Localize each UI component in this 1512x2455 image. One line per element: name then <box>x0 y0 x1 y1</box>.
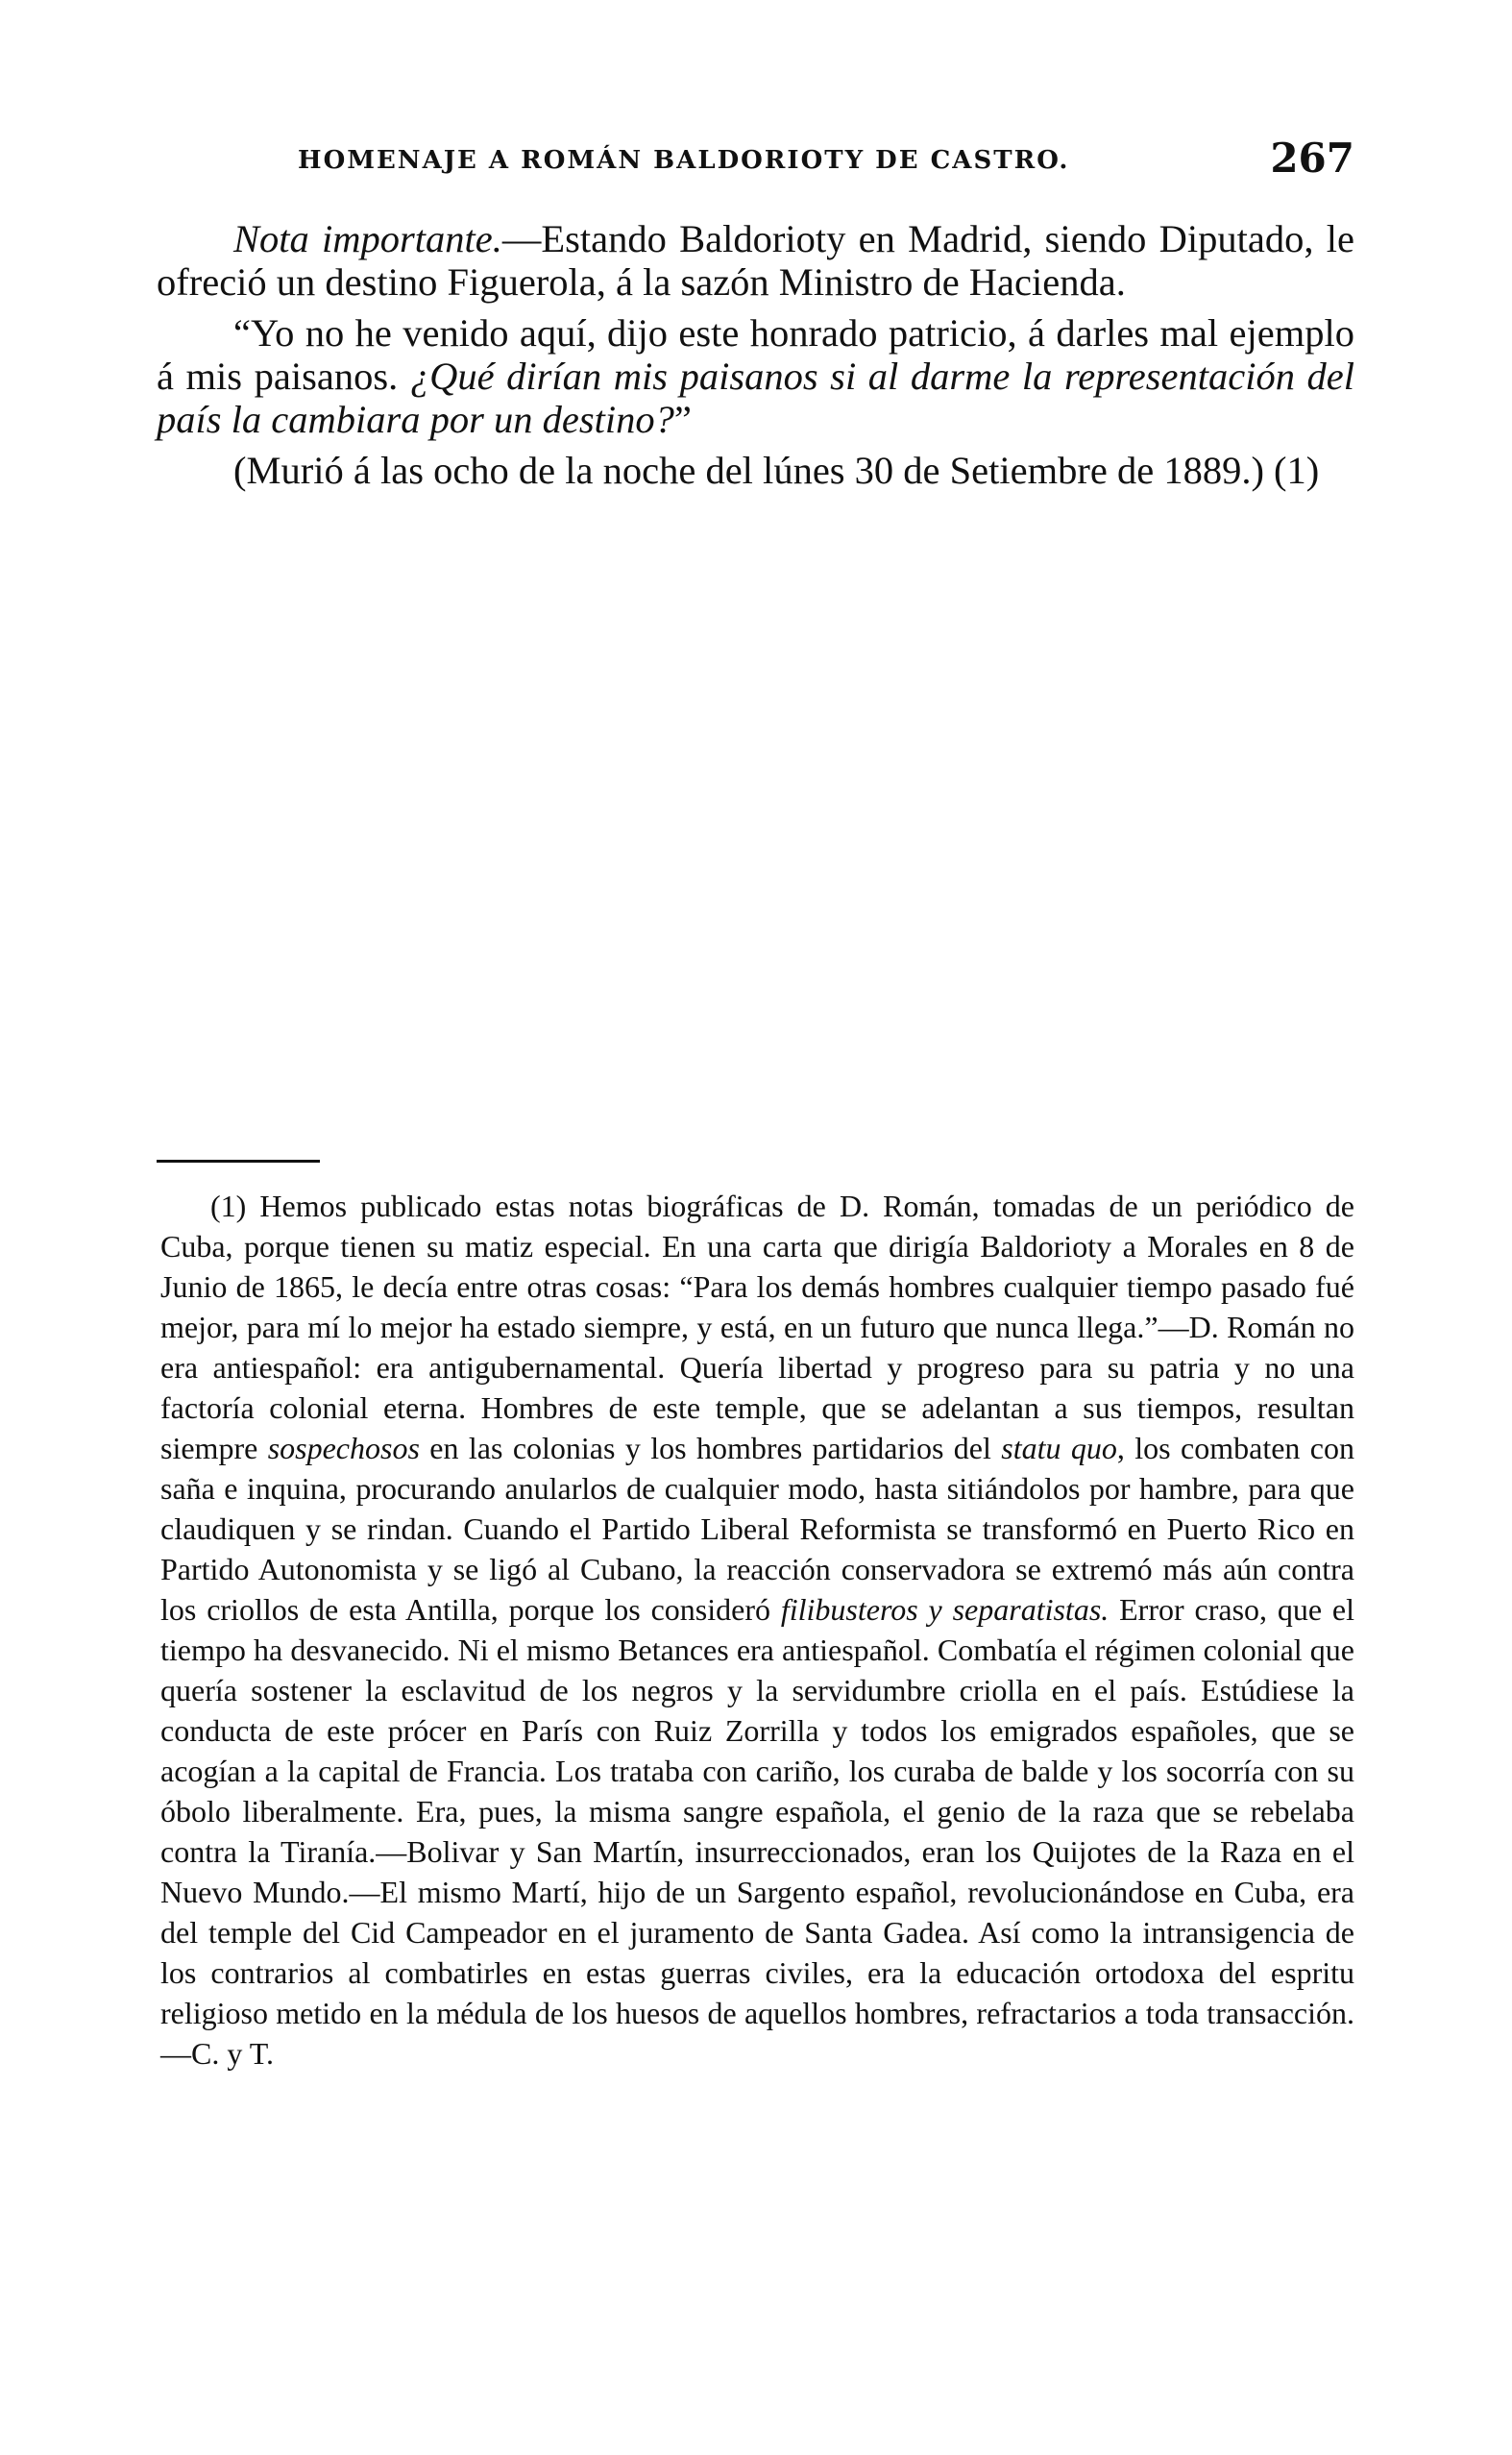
footnote <box>160 1186 1354 2074</box>
paragraph-quote <box>157 311 1354 441</box>
running-title: HOMENAJE A ROMÁN BALDORIOTY DE CASTRO. <box>298 146 1070 175</box>
quote-close: ” <box>673 398 692 441</box>
footnote-paragraph <box>160 1186 1354 2074</box>
footnote-text-3: , los combaten con saña e inquina, procurando anularlos de cualquier modo, hasta sitiándolos por hambre, para que claudiquen y se rindan. Cuando el Partido Liberal Reformista se transformó en Puerto Rico en Partido Autonomista y se ligó al Cubano, la reacción conservadora se extremó más aún contra los criollos de esta Antilla, porque los consideró <box>160 1431 1355 1627</box>
quote-text: “Yo no he venido aquí, dijo este honrado patricio, á darles mal ejemplo á mis paisanos. <box>157 311 1354 398</box>
main-text <box>157 217 1354 498</box>
running-head <box>154 135 1354 192</box>
footnote-italic-2: statu quo <box>1001 1431 1117 1465</box>
death-text: (Murió á las ocho de la noche del lúnes 30 de Setiembre de 1889.) (1) <box>233 449 1320 492</box>
paragraph-death <box>157 449 1354 492</box>
footnote-text-4: Error craso, que el tiempo ha desvanecido. Ni el mismo Betances era antiespañol. Combatía el régimen colonial que quería sostener la esclavitud de los negros y la servidumbre criolla en el país. Estúdiese la conducta de este prócer en París con Ruiz Zorrilla y todos los emigrados españoles, que se acogían a la capital de Francia. Los trataba con cariño, los curaba de balde y los socorría con su óbolo liberalmente. Era, pues, la misma sangre española, el genio de la raza que se rebelaba contra la Tiranía.—Bolivar y San Martín, insurreccionados, eran los Quijotes de la Raza en el Nuevo Mundo.—El mismo Martí, hijo de un Sargento español, revolucionándose en Cuba, era del temple del Cid Campeador en el juramento de Santa Gadea. Así como la intransigencia de los contrarios al combatirles en estas guerras civiles, era la educación ortodoxa del espritu religioso metido en la médula de los huesos de aquellos hombres, refractarios a toda transacción.—C. y T. <box>160 1592 1355 2071</box>
footnote-italic-1: sospechosos <box>267 1431 420 1465</box>
footnote-text-2: en las colonias y los hombres partidarios del <box>419 1431 1002 1465</box>
footnote-text-1: (1) Hemos publicado estas notas biográficas de D. Román, tomadas de un periódico de Cuba, porque tienen su matiz especial. En una carta que dirigía Baldorioty a Morales en 8 de Junio de 1865, le decía entre otras cosas: “Para los demás hombres cualquier tiempo pasado fué mejor, para mí lo mejor ha estado siempre, y está, en un futuro que nunca llega.”—D. Román no era antiespañol: era antigubernamental. Quería libertad y progreso para su patria y no una factoría colonial eterna. Hombres de este temple, que se adelantan a sus tiempos, resultan siempre <box>160 1189 1354 1465</box>
footnote-italic-3: filibusteros y separatistas. <box>780 1592 1110 1627</box>
quote-italic: ¿Qué dirían mis paisanos si al darme la representación del país la cambiara por un destino? <box>157 355 1354 441</box>
page-number: 267 <box>1270 135 1354 182</box>
nota-lead: Nota importante. <box>233 217 502 260</box>
nota-text: —Estando Baldorioty en Madrid, siendo Diputado, le ofreció un destino Figuerola, á la sazón Ministro de Hacienda. <box>157 217 1354 304</box>
footnote-rule <box>157 1160 320 1163</box>
paragraph-nota <box>157 217 1354 304</box>
